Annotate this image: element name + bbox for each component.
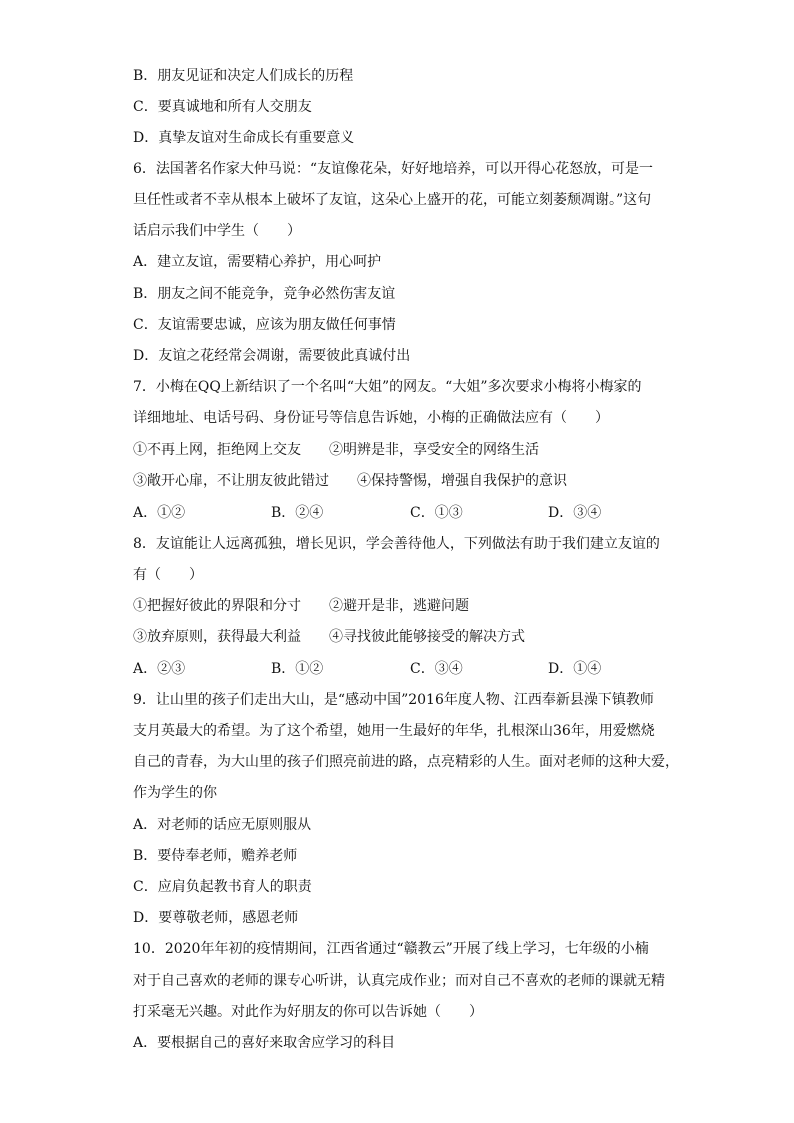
q5-option-b: B．朋友见证和决定人们成长的历程 — [133, 68, 354, 84]
q9-stem-line-1: 9．让山里的孩子们走出大山，是“感动中国”2016年度人物、江西奉新县澡下镇教师 — [133, 692, 654, 708]
q8-item-3: ③放弃原则，获得最大利益 — [133, 629, 301, 645]
q7-stem-line-1: 7．小梅在QQ上新结识了一个名叫“大姐”的网友。“大姐”多次要求小梅将小梅家的 — [133, 379, 642, 395]
q6-option-b: B．朋友之间不能竞争，竞争必然伤害友谊 — [133, 286, 396, 302]
q6-option-d: D．友谊之花经常会凋谢，需要彼此真诚付出 — [133, 348, 411, 364]
q6-stem-line-2: 旦任性或者不幸从根本上破坏了友谊，这朵心上盛开的花，可能立刻萎颓凋谢。”这句 — [133, 192, 652, 208]
q6-stem-line-3: 话启示我们中学生（ ） — [133, 223, 301, 239]
q10-stem-line-1: 10．2020年年初的疫情期间，江西省通过“赣教云”开展了线上学习，七年级的小楠 — [133, 941, 649, 957]
q9-option-d: D．要尊敬老师，感恩老师 — [133, 910, 299, 926]
q5-option-c: C．要真诚地和所有人交朋友 — [133, 99, 312, 115]
q9-stem-line-2: 支月英最大的希望。为了这个希望，她用一生最好的年华，扎根深山36年，用爱燃烧 — [133, 723, 655, 739]
q7-item-1: ①不再上网，拒绝网上交友 — [133, 442, 301, 458]
q7-item-2: ②明辨是非，享受安全的网络生活 — [329, 442, 539, 458]
q6-option-a: A．建立友谊，需要精心养护，用心呵护 — [133, 254, 382, 270]
q10-option-a: A．要根据自己的喜好来取舍应学习的科目 — [133, 1035, 396, 1051]
q8-stem-line-1: 8．友谊能让人远离孤独，增长见识，学会善待他人，下列做法有助于我们建立友谊的 — [133, 536, 660, 552]
q6-option-c: C．友谊需要忠诚，应该为朋友做任何事情 — [133, 317, 396, 333]
q9-stem-line-4: 作为学生的你 — [133, 785, 217, 801]
q9-stem-line-3: 自己的青春，为大山里的孩子们照亮前进的路，点亮精彩的人生。面对老师的这种大爱， — [133, 754, 679, 770]
q7-item-3: ③敞开心扉，不让朋友彼此错过 — [133, 473, 329, 489]
q9-option-b: B．要侍奉老师，赡养老师 — [133, 848, 298, 864]
q8-choice-c: C．③④ — [410, 661, 463, 677]
q9-option-c: C．应肩负起教书育人的职责 — [133, 879, 312, 895]
q7-choice-c: C．①③ — [410, 505, 463, 521]
q7-choice-a: A．①② — [133, 505, 186, 521]
q9-option-a: A．对老师的话应无原则服从 — [133, 817, 312, 833]
q10-stem-line-3: 打采毫无兴趣。对此作为好朋友的你可以告诉她（ ） — [133, 1004, 483, 1020]
q8-choice-b: B．①② — [271, 661, 324, 677]
q8-item-4: ④寻找彼此能够接受的解决方式 — [329, 629, 525, 645]
q6-stem-line-1: 6．法国著名作家大仲马说：“友谊像花朵，好好地培养，可以开得心花怒放，可是一 — [133, 161, 654, 177]
q8-choice-a: A．②③ — [133, 661, 186, 677]
q10-stem-line-2: 对于自己喜欢的老师的课专心听讲，认真完成作业；而对自己不喜欢的老师的课就无精 — [133, 973, 665, 989]
q8-item-1: ①把握好彼此的界限和分寸 — [133, 598, 301, 614]
q7-choice-d: D．③④ — [548, 505, 602, 521]
q8-stem-line-2: 有（ ） — [133, 567, 203, 583]
q7-item-4: ④保持警惕，增强自我保护的意识 — [357, 473, 567, 489]
q8-item-2: ②避开是非，逃避问题 — [329, 598, 469, 614]
q7-choice-b: B．②④ — [271, 505, 324, 521]
q5-option-d: D．真挚友谊对生命成长有重要意义 — [133, 130, 355, 146]
q8-choice-d: D．①④ — [548, 661, 602, 677]
q7-stem-line-2: 详细地址、电话号码、身份证号等信息告诉她，小梅的正确做法应有（ ） — [133, 410, 609, 426]
